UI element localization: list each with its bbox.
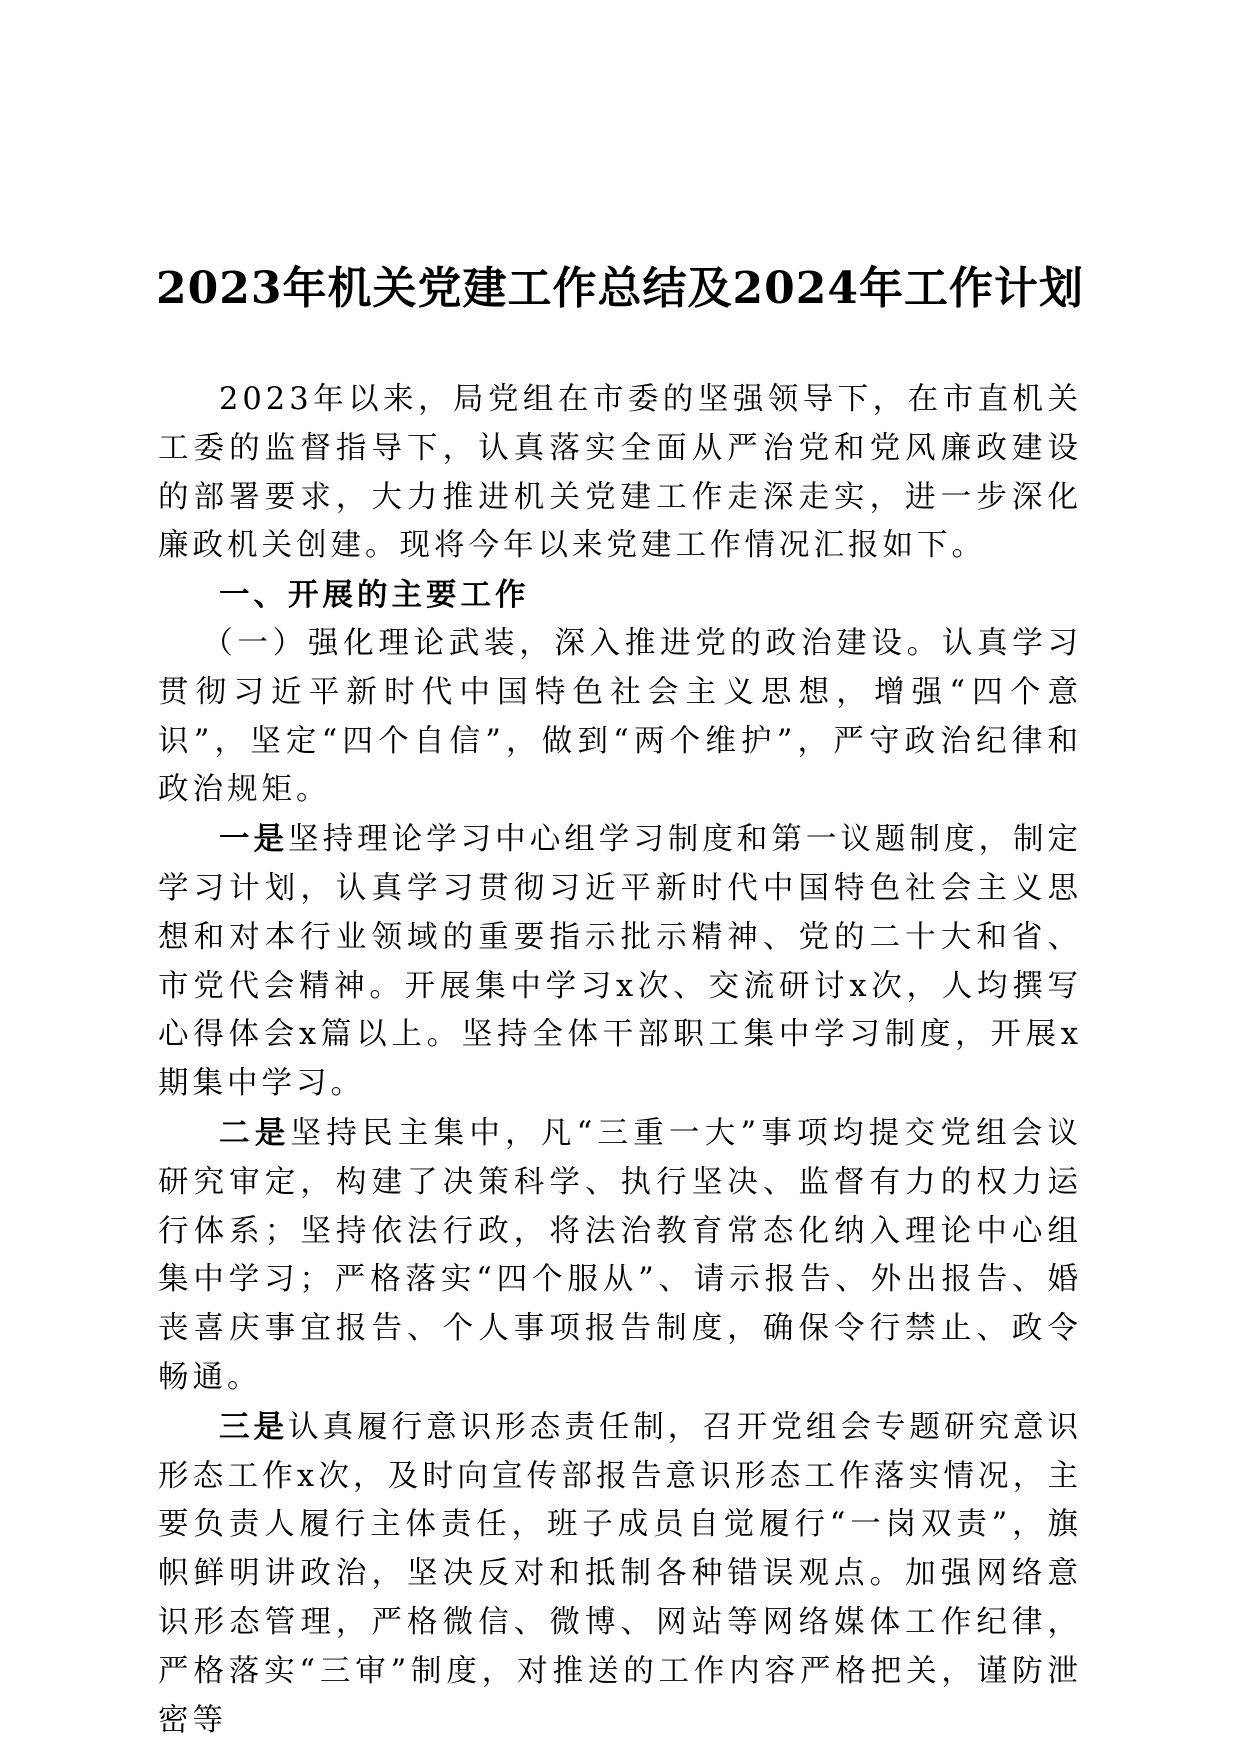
item-paragraph-1 — [158, 815, 1082, 1109]
document-body — [158, 376, 1082, 1745]
item-lead: 一是 — [219, 821, 289, 858]
item-lead: 二是 — [219, 1114, 291, 1151]
intro-paragraph: 2023年以来，局党组在市委的坚强领导下，在市直机关工委的监督指导下，认真落实全面从严治党和党风廉政建设的部署要求，大力推进机关党建工作走深走实，进一步深化廉政机关创建。现将今年以来党建工作情况汇报如下。 — [158, 382, 1082, 564]
item-text: 坚持民主集中，凡“三重一大”事项均提交党组会议研究审定，构建了决策科学、执行坚决、监督有力的权力运行体系；坚持依法行政，将法治教育常态化纳入理论中心组集中学习；严格落实“四个服从”、请示报告、外出报告、婚丧喜庆事宜报告、个人事项报告制度，确保令行禁止、政令畅通。 — [158, 1115, 1083, 1395]
section-heading: 一、开展的主要工作 — [219, 577, 530, 614]
subsection-paragraph: （一）强化理论武装，深入推进党的政治建设。认真学习贯彻习近平新时代中国特色社会主义思想，增强“四个意识”，坚定“四个自信”，做到“两个维护”，严守政治纪律和政治规矩。 — [158, 625, 1082, 808]
item-paragraph-3 — [158, 1403, 1082, 1746]
item-paragraph-2 — [158, 1109, 1082, 1403]
item-text: 认真履行意识形态责任制，召开党组会专题研究意识形态工作x次，及时向宣传部报告意识形态工作落实情况，主要负责人履行主体责任，班子成员自觉履行“一岗双责”，旗帜鲜明讲政治，坚决反对和抵制各种错误观点。加强网络意识形态管理，严格微信、微博、网站等网络媒体工作纪律，严格落实“三审”制度，对推送的工作内容严格把关，谨防泄密等 — [158, 1409, 1083, 1738]
item-text: 坚持理论学习中心组学习制度和第一议题制度，制定学习计划，认真学习贯彻习近平新时代中国特色社会主义思想和对本行业领域的重要指示批示精神、党的二十大和省、市党代会精神。开展集中学习x次、交流研讨x次，人均撰写心得体会x篇以上。坚持全体干部职工集中学习制度，开展x期集中学习。 — [158, 822, 1083, 1102]
document-title: 2023年机关党建工作总结及2024年工作计划 — [156, 263, 1084, 315]
item-lead: 三是 — [219, 1408, 289, 1445]
